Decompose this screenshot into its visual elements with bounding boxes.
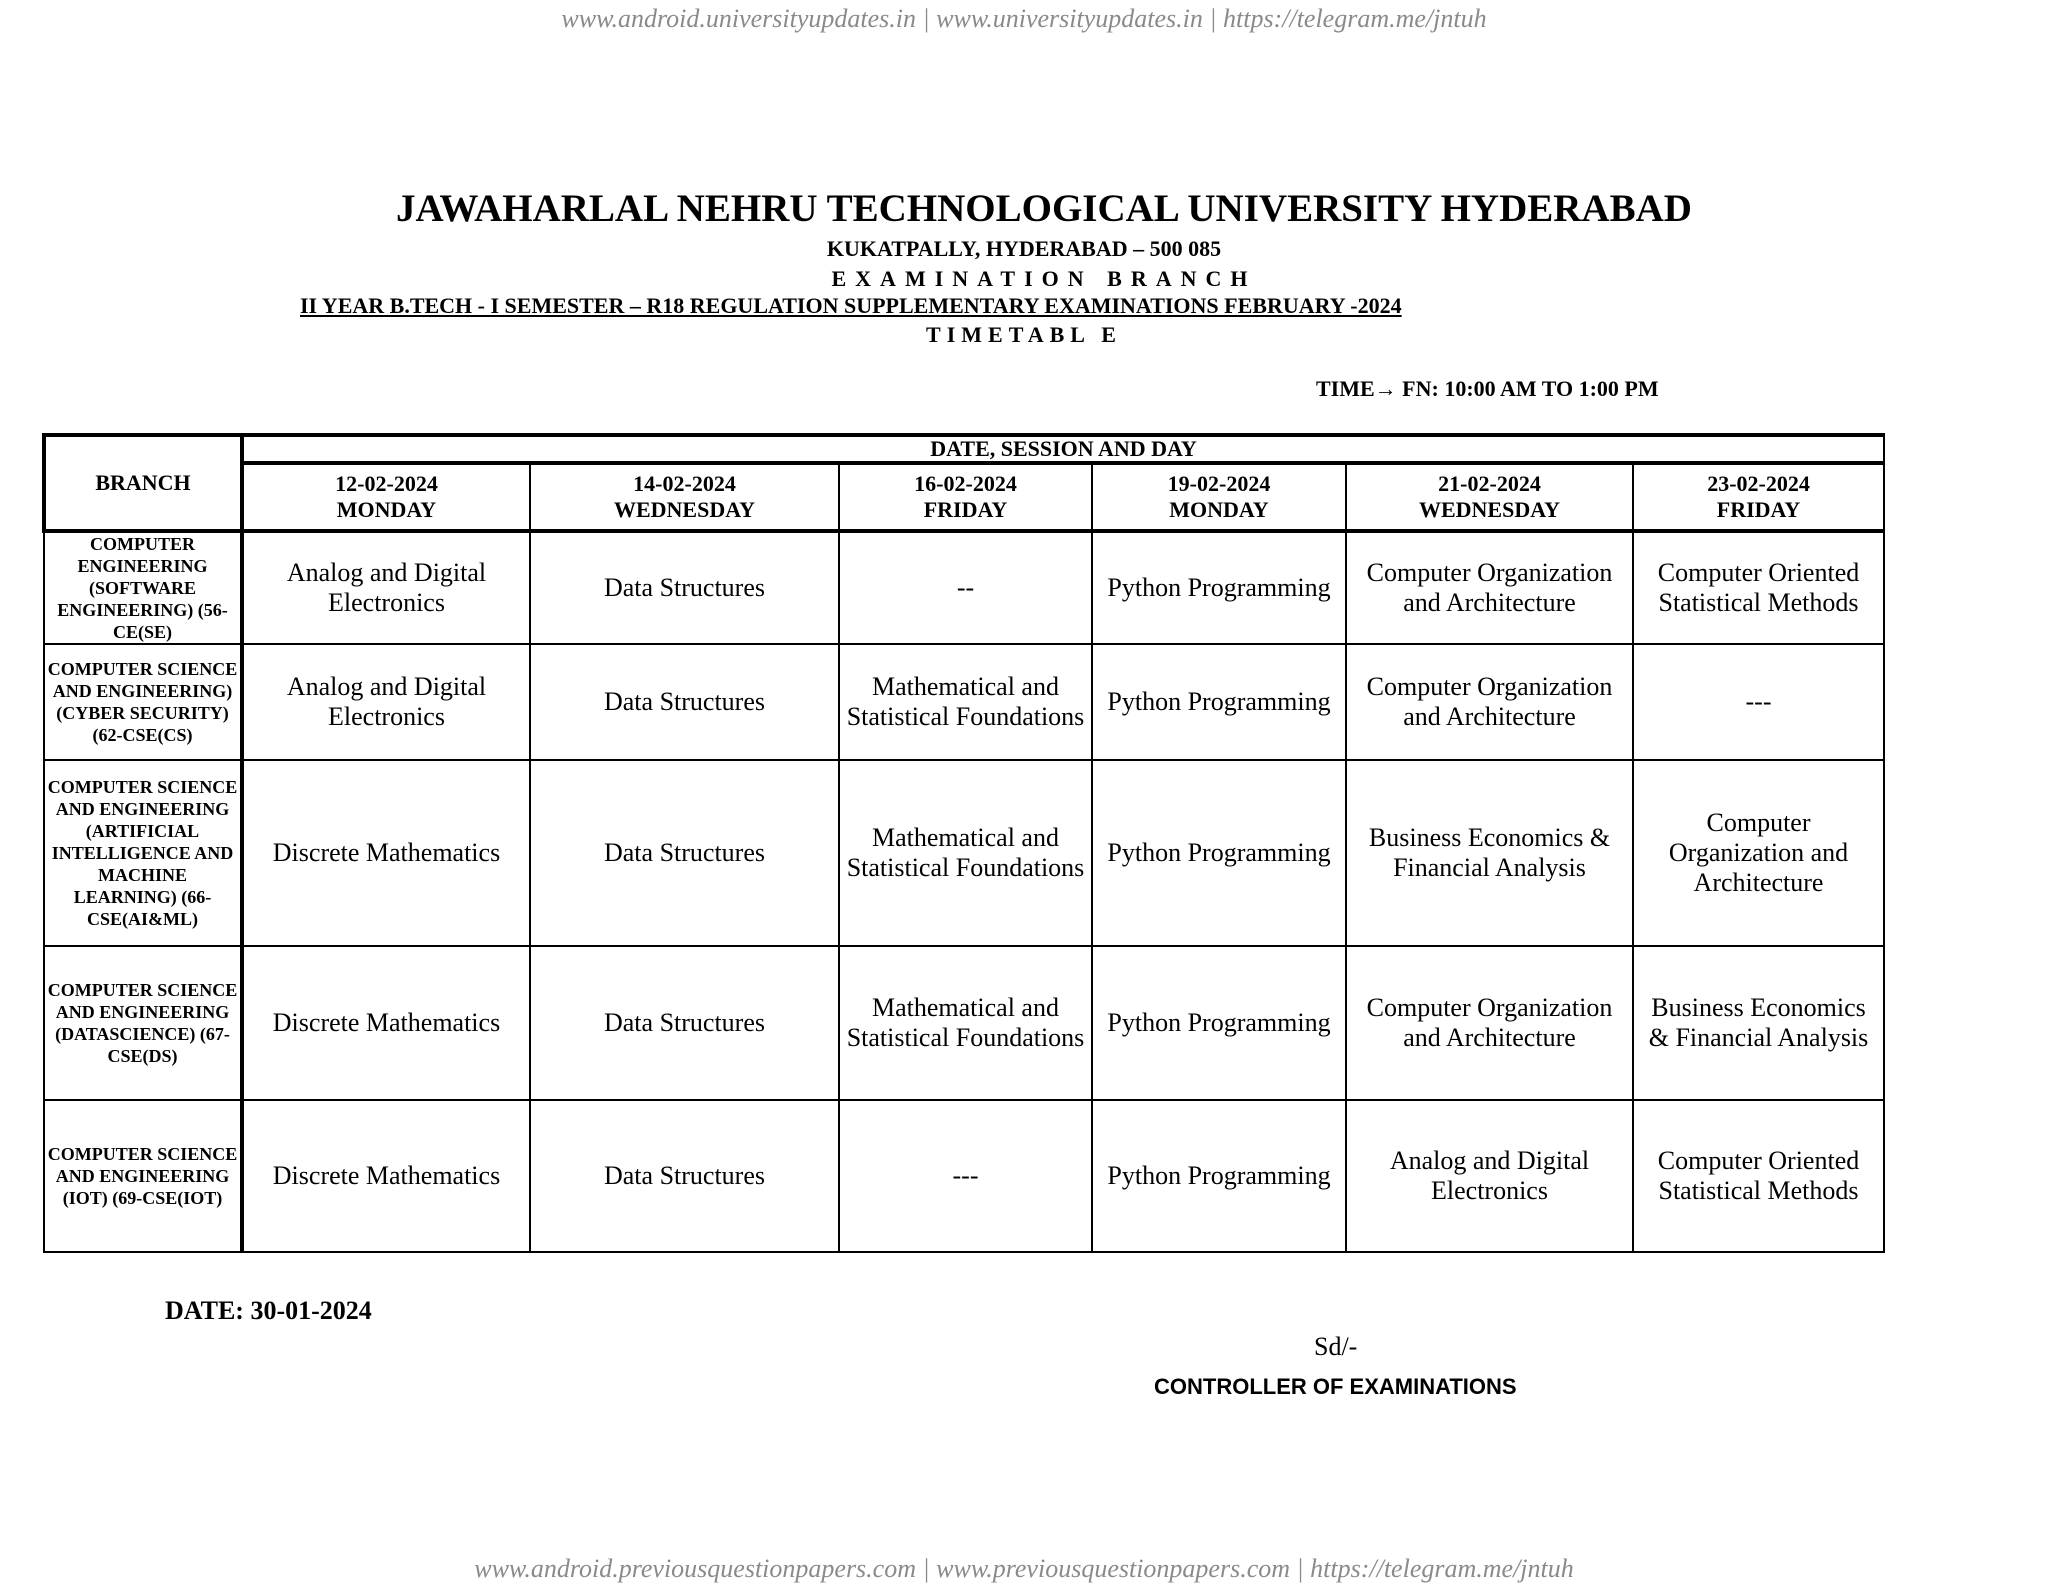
subject-cell: Python Programming: [1092, 531, 1346, 644]
subject-cell: Mathematical and Statistical Foundations: [839, 760, 1092, 946]
date: 16-02-2024: [914, 471, 1017, 496]
university-title: JAWAHARLAL NEHRU TECHNOLOGICAL UNIVERSITY HYDERABAD: [396, 187, 1692, 230]
day: WEDNESDAY: [613, 497, 755, 522]
watermark-top: www.android.universityupdates.in | www.universityupdates.in | https://telegram.me/jntuh: [561, 4, 1487, 33]
subject-cell: Mathematical and Statistical Foundations: [839, 946, 1092, 1100]
subject-cell: Data Structures: [530, 1100, 839, 1252]
date-header: [530, 463, 839, 531]
branch-cell: COMPUTER SCIENCE AND ENGINEERING (IOT) (69-CSE(IOT): [44, 1100, 242, 1252]
subject-cell: Python Programming: [1092, 644, 1346, 760]
date: 12-02-2024: [335, 471, 438, 496]
date: 19-02-2024: [1167, 471, 1271, 496]
day: MONDAY: [336, 497, 437, 522]
subject-cell: Discrete Mathematics: [242, 946, 530, 1100]
subject-cell: --: [839, 531, 1092, 644]
subject-cell: Computer Organization and Architecture: [1346, 946, 1633, 1100]
day: MONDAY: [1169, 497, 1269, 522]
subject-cell: Analog and Digital Electronics: [242, 644, 530, 760]
date-header: [242, 463, 530, 531]
branch-cell: COMPUTER SCIENCE AND ENGINEERING (DATASCIENCE) (67-CSE(DS): [44, 946, 242, 1100]
branch-cell: COMPUTER SCIENCE AND ENGINEERING) (CYBER SECURITY) (62-CSE(CS): [44, 644, 242, 760]
session-time: TIME→ FN: 10:00 AM TO 1:00 PM: [1316, 376, 1659, 401]
watermark-bottom: www.android.previousquestionpapers.com | www.previousquestionpapers.com | https://telegram.me/jntuh: [474, 1554, 1574, 1583]
issue-date: DATE: 30-01-2024: [165, 1296, 372, 1325]
date: 23-02-2024: [1707, 471, 1810, 496]
table-row: [44, 644, 1884, 760]
timetable-heading: TIMETABL E: [926, 322, 1122, 347]
subject-cell: Data Structures: [530, 946, 839, 1100]
day: FRIDAY: [1716, 497, 1801, 522]
date-header: [839, 463, 1092, 531]
table-row: [44, 946, 1884, 1100]
subject-cell: Business Economics & Financial Analysis: [1346, 760, 1633, 946]
subject-cell: Computer Oriented Statistical Methods: [1633, 1100, 1884, 1252]
subject-cell: Computer Oriented Statistical Methods: [1633, 531, 1884, 644]
subject-cell: Data Structures: [530, 531, 839, 644]
day: FRIDAY: [923, 497, 1008, 522]
date-session-day-header: DATE, SESSION AND DAY: [242, 435, 1884, 463]
subject-cell: Discrete Mathematics: [242, 1100, 530, 1252]
university-address: KUKATPALLY, HYDERABAD – 500 085: [826, 236, 1222, 261]
day: WEDNESDAY: [1418, 497, 1560, 522]
subject-cell: ---: [1633, 644, 1884, 760]
table-row: [44, 1100, 1884, 1252]
subject-cell: Python Programming: [1092, 946, 1346, 1100]
signature: Sd/-: [1314, 1332, 1358, 1361]
date-header: [1633, 463, 1884, 531]
subject-cell: Python Programming: [1092, 760, 1346, 946]
examination-branch: EXAMINATION BRANCH: [831, 266, 1257, 291]
table-row: [44, 531, 1884, 644]
subject-cell: Mathematical and Statistical Foundations: [839, 644, 1092, 760]
subject-cell: Data Structures: [530, 760, 839, 946]
branch-header: BRANCH: [44, 435, 242, 531]
exam-title: II YEAR B.TECH - I SEMESTER – R18 REGULATION SUPPLEMENTARY EXAMINATIONS FEBRUARY -2024: [300, 293, 1402, 318]
subject-cell: Discrete Mathematics: [242, 760, 530, 946]
subject-cell: Computer Organization and Architecture: [1346, 531, 1633, 644]
date: 14-02-2024: [633, 471, 736, 496]
table-row: [44, 760, 1884, 946]
controller-of-examinations: CONTROLLER OF EXAMINATIONS: [1154, 1374, 1517, 1399]
subject-cell: ---: [839, 1100, 1092, 1252]
subject-cell: Business Economics & Financial Analysis: [1633, 946, 1884, 1100]
branch-cell: COMPUTER SCIENCE AND ENGINEERING (ARTIFICIAL INTELLIGENCE AND MACHINE LEARNING) (66-CSE(AI&ML): [44, 760, 242, 946]
date-header: [1092, 463, 1346, 531]
subject-cell: Computer Organization and Architecture: [1633, 760, 1884, 946]
subject-cell: Analog and Digital Electronics: [1346, 1100, 1633, 1252]
subject-cell: Python Programming: [1092, 1100, 1346, 1252]
branch-cell: COMPUTER ENGINEERING (SOFTWARE ENGINEERING) (56-CE(SE): [44, 531, 242, 644]
timetable: [42, 433, 1885, 1253]
date: 21-02-2024: [1438, 471, 1541, 496]
date-header: [1346, 463, 1633, 531]
subject-cell: Data Structures: [530, 644, 839, 760]
subject-cell: Analog and Digital Electronics: [242, 531, 530, 644]
subject-cell: Computer Organization and Architecture: [1346, 644, 1633, 760]
